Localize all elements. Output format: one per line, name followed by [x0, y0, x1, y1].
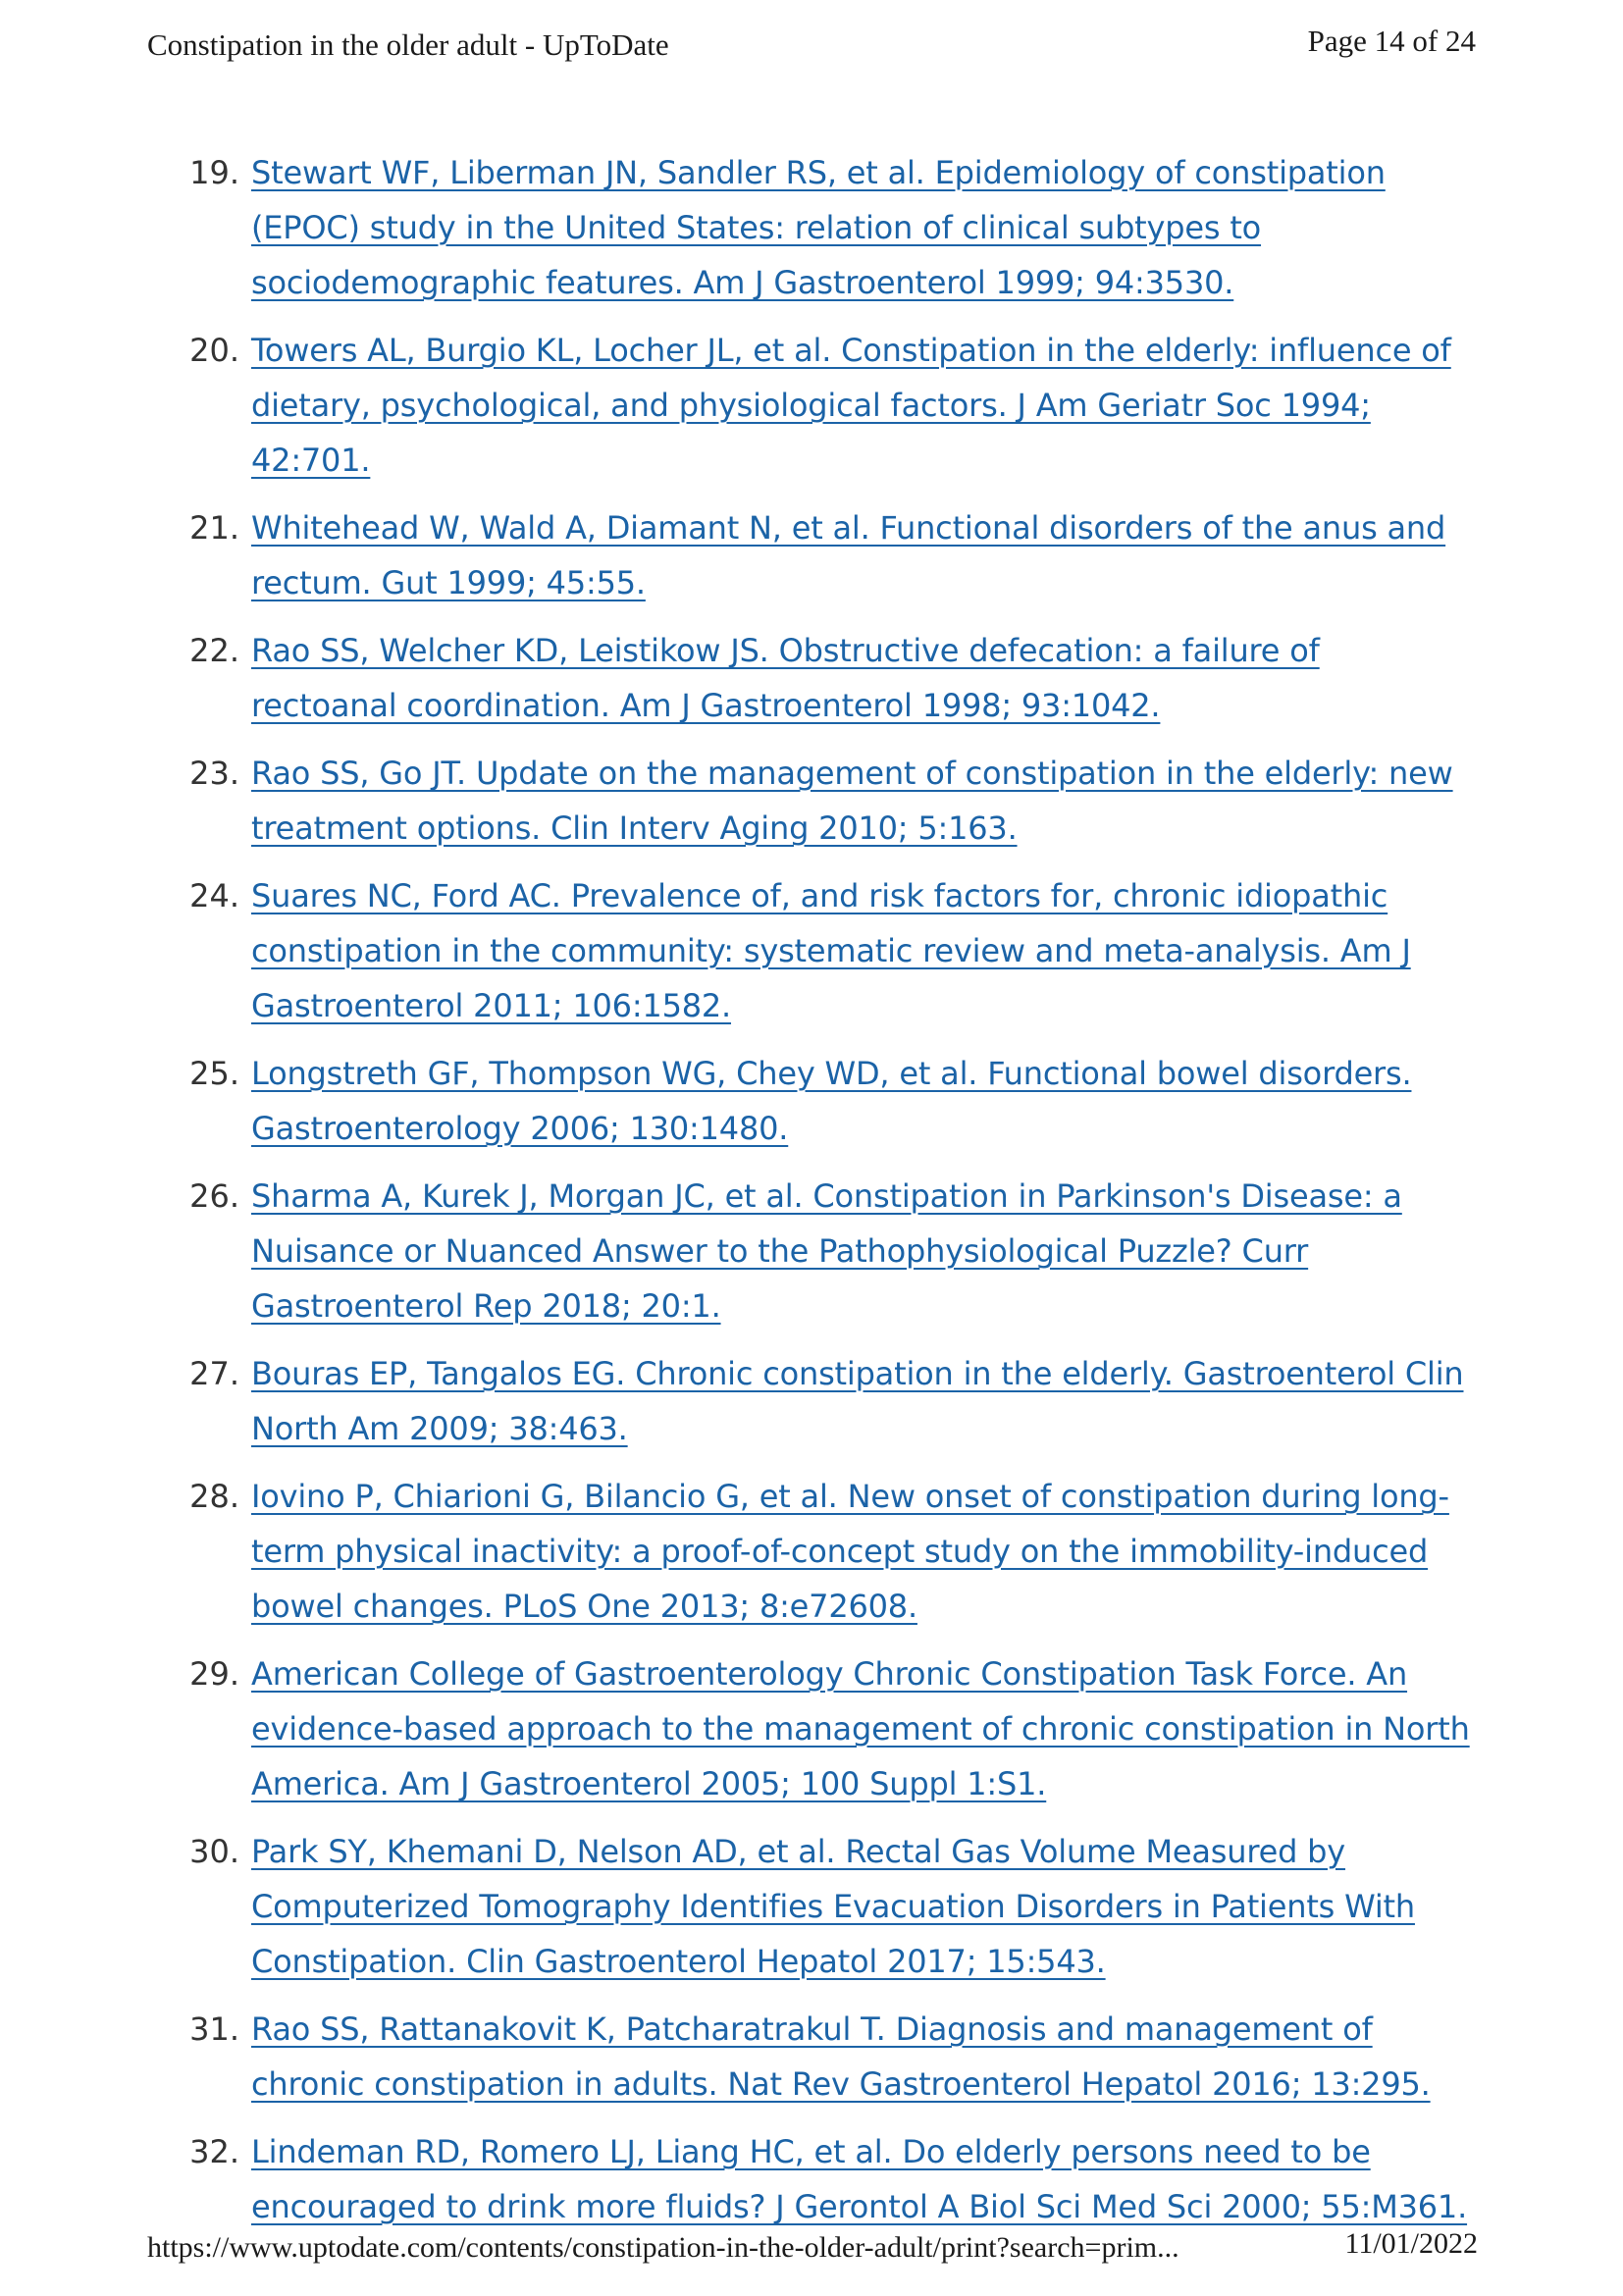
reference-item-19 [157, 145, 1472, 310]
reference-item-25 [157, 1046, 1472, 1156]
reference-item-30 [157, 1824, 1472, 1989]
reference-number: 31. [189, 2010, 239, 2048]
reference-number: 28. [189, 1478, 239, 1515]
reference-item-20 [157, 323, 1472, 488]
reference-link[interactable]: Longstreth GF, Thompson WG, Chey WD, et al. Functional bowel disorders. Gastroenterology 2006; 130:1480. [251, 1055, 1412, 1147]
reference-link[interactable]: Stewart WF, Liberman JN, Sandler RS, et al. Epidemiology of constipation (EPOC) study in the United States: relation of clinical subtypes to sociodemographic features. Am J Gastroenterol 1999; 94:3530. [251, 154, 1386, 301]
reference-item-28 [157, 1469, 1472, 1634]
reference-list [157, 145, 1472, 2247]
reference-item-23 [157, 746, 1472, 856]
reference-number: 23. [189, 755, 239, 792]
reference-number: 29. [189, 1655, 239, 1693]
reference-number: 21. [189, 509, 239, 547]
reference-number: 26. [189, 1177, 239, 1215]
reference-number: 25. [189, 1055, 239, 1092]
reference-number: 32. [189, 2133, 239, 2170]
reference-link[interactable]: Suares NC, Ford AC. Prevalence of, and risk factors for, chronic idiopathic constipation in the community: systematic review and meta-analysis. Am J Gastroenterol 2011; 106:1582. [251, 877, 1411, 1024]
reference-link[interactable]: Bouras EP, Tangalos EG. Chronic constipation in the elderly. Gastroenterol Clin North Am 2009; 38:463. [251, 1355, 1464, 1447]
reference-number: 30. [189, 1833, 239, 1870]
reference-item-32 [157, 2124, 1472, 2234]
reference-item-27 [157, 1346, 1472, 1456]
reference-link[interactable]: Rao SS, Welcher KD, Leistikow JS. Obstructive defecation: a failure of rectoanal coordination. Am J Gastroenterol 1998; 93:1042. [251, 632, 1320, 724]
reference-item-21 [157, 500, 1472, 610]
reference-link[interactable]: Park SY, Khemani D, Nelson AD, et al. Rectal Gas Volume Measured by Computerized Tomography Identifies Evacuation Disorders in Patients With Constipation. Clin Gastroenterol Hepatol 2017; 15:543. [251, 1833, 1415, 1980]
reference-item-26 [157, 1169, 1472, 1333]
reference-link[interactable]: Rao SS, Rattanakovit K, Patcharatrakul T. Diagnosis and management of chronic constipation in adults. Nat Rev Gastroenterol Hepatol 2016; 13:295. [251, 2010, 1431, 2103]
document-title: Constipation in the older adult - UpToDate [147, 27, 669, 62]
reference-number: 24. [189, 877, 239, 914]
reference-link[interactable]: Rao SS, Go JT. Update on the management of constipation in the elderly: new treatment options. Clin Interv Aging 2010; 5:163. [251, 755, 1453, 847]
reference-item-31 [157, 2002, 1472, 2112]
reference-item-29 [157, 1646, 1472, 1811]
reference-number: 27. [189, 1355, 239, 1392]
page-number: Page 14 of 24 [1307, 24, 1476, 58]
footer-url: https://www.uptodate.com/contents/constipation-in-the-older-adult/print?search=prim... [147, 2231, 1179, 2264]
reference-link[interactable]: Iovino P, Chiarioni G, Bilancio G, et al. New onset of constipation during long-term physical inactivity: a proof-of-concept study on the immobility-induced bowel changes. PLoS One 2013; 8:e72608. [251, 1478, 1449, 1625]
reference-link[interactable]: Lindeman RD, Romero LJ, Liang HC, et al. Do elderly persons need to be encouraged to drink more fluids? J Gerontol A Biol Sci Med Sci 2000; 55:M361. [251, 2133, 1468, 2225]
reference-link[interactable]: American College of Gastroenterology Chronic Constipation Task Force. An evidence-based approach to the management of chronic constipation in North America. Am J Gastroenterol 2005; 100 Suppl 1:S1. [251, 1655, 1470, 1802]
reference-number: 22. [189, 632, 239, 669]
reference-link[interactable]: Sharma A, Kurek J, Morgan JC, et al. Constipation in Parkinson's Disease: a Nuisance or Nuanced Answer to the Pathophysiological Puzzle? Curr Gastroenterol Rep 2018; 20:1. [251, 1177, 1402, 1325]
reference-number: 19. [189, 154, 239, 191]
reference-link[interactable]: Whitehead W, Wald A, Diamant N, et al. Functional disorders of the anus and rectum. Gut 1999; 45:55. [251, 509, 1446, 601]
reference-number: 20. [189, 332, 239, 369]
reference-item-22 [157, 623, 1472, 733]
reference-link[interactable]: Towers AL, Burgio KL, Locher JL, et al. Constipation in the elderly: influence of dietary, psychological, and physiological factors. J Am Geriatr Soc 1994; 42:701. [251, 332, 1451, 479]
footer-date: 11/01/2022 [1344, 2227, 1478, 2260]
reference-item-24 [157, 868, 1472, 1033]
